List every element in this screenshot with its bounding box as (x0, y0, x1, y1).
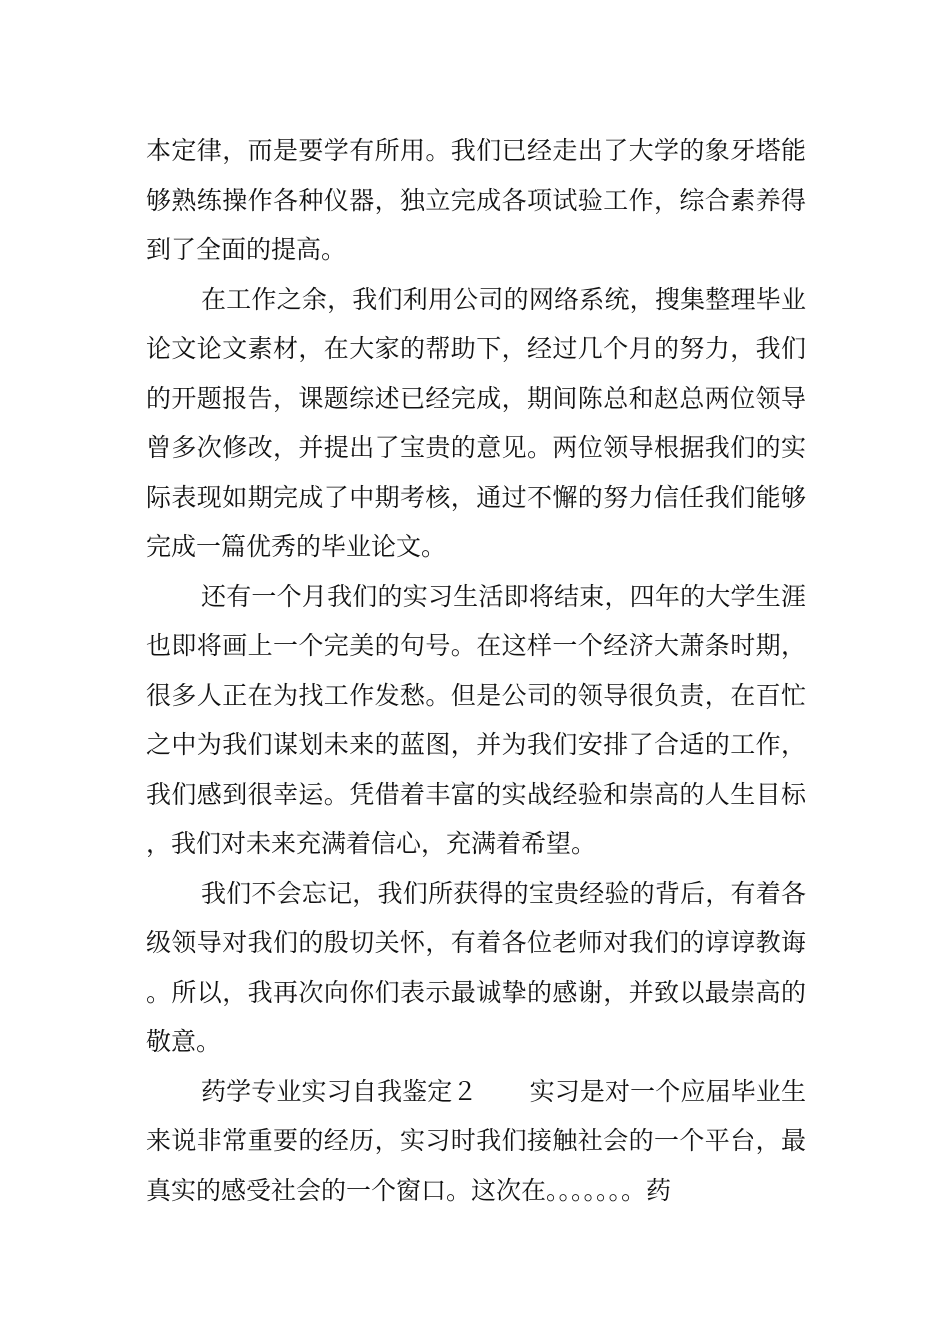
paragraph-5 (146, 1067, 806, 1216)
document-body (146, 126, 806, 1215)
paragraph-1: 本定律，而是要学有所用。我们已经走出了大学的象牙塔能够熟练操作各种仪器，独立完成各项试验工作，综合素养得到了全面的提高。 (146, 136, 806, 264)
paragraph-5-body: 实习是对一个应届毕业生来说非常重要的经历，实习时我们接触社会的一个平台，最真实的感受社会的一个窗口。这次在。。。。。。。药 (146, 1076, 806, 1205)
paragraph-2: 在工作之余，我们利用公司的网络系统，搜集整理毕业论文论文素材，在大家的帮助下，经过几个月的努力，我们的开题报告，课题综述已经完成，期间陈总和赵总两位领导曾多次修改，并提出了宝贵的意见。两位领导根据我们的实际表现如期完成了中期考核，通过不懈的努力信任我们能够完成一篇优秀的毕业论文。 (146, 284, 806, 561)
paragraph-4: 我们不会忘记，我们所获得的宝贵经验的背后，有着各级领导对我们的殷切关怀，有着各位老师对我们的谆谆教诲。所以，我再次向你们表示最诚挚的感谢，并致以最崇高的敬意。 (146, 878, 806, 1056)
section-heading: 药学专业实习自我鉴定２ (201, 1076, 478, 1106)
paragraph-3: 还有一个月我们的实习生活即将结束，四年的大学生涯也即将画上一个完美的句号。在这样一个经济大萧条时期，很多人正在为找工作发愁。但是公司的领导很负责，在百忙之中为我们谋划未来的蓝图，并为我们安排了合适的工作，我们感到很幸运。凭借着丰富的实战经验和崇高的人生目标，我们对未来充满着信心，充满着希望。 (146, 581, 806, 858)
